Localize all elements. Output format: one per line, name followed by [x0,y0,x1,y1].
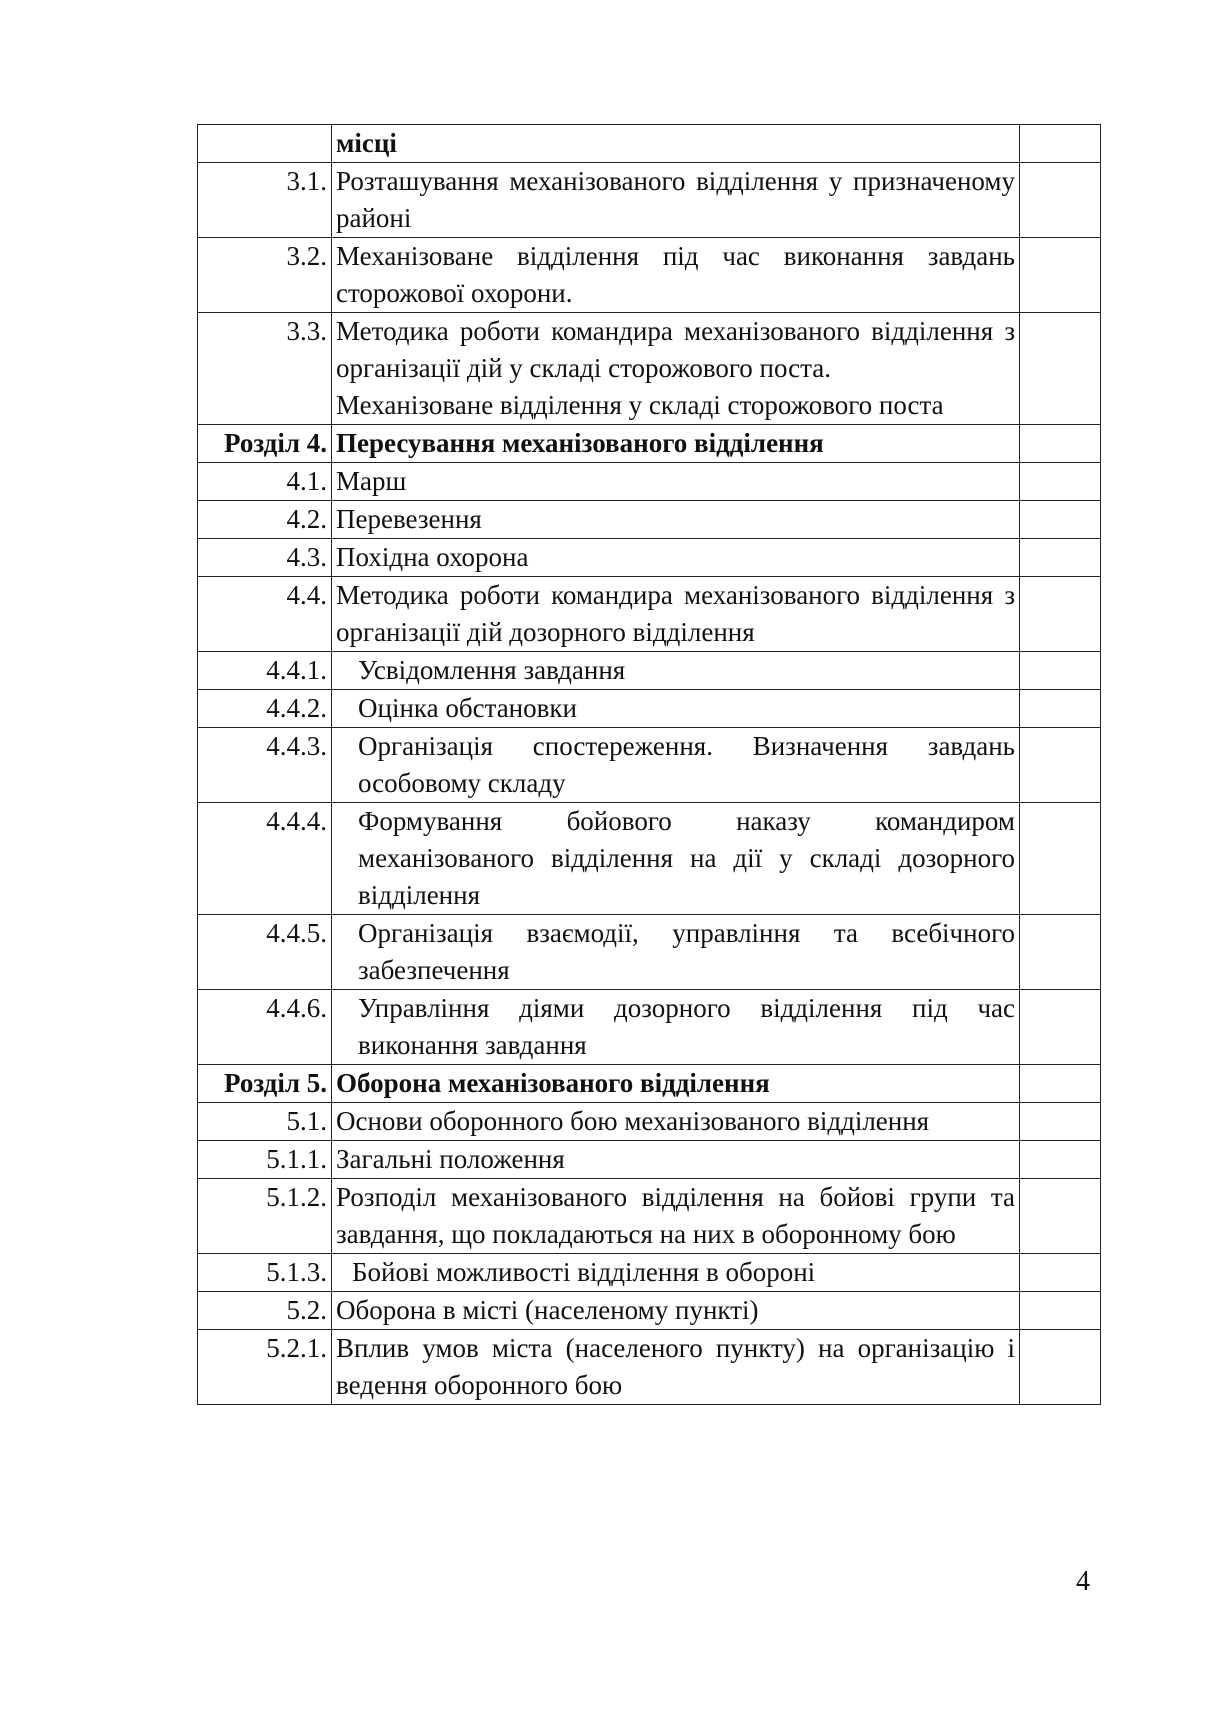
toc-title-paragraph: Усвідомлення завдання [358,655,626,685]
toc-page-cell [1020,125,1101,163]
toc-page-cell [1020,1141,1101,1179]
toc-section-title [332,1254,1020,1292]
toc-row [198,990,1101,1065]
toc-page-cell [1020,425,1101,463]
toc-page-cell [1020,577,1101,652]
toc-page-cell [1020,463,1101,501]
toc-row [198,1292,1101,1330]
toc-section-title [332,1103,1020,1141]
toc-section-title [332,1330,1020,1405]
toc-title-paragraph: Методика роботи командира механізованого відділення з організації дій у складі сторожового поста. [336,316,1015,383]
toc-section-title [332,1179,1020,1254]
toc-title-paragraph: Формування бойового наказу командиром механізованого відділення на дії у складі дозорного відділення [358,806,1015,910]
toc-section-title [332,1141,1020,1179]
toc-row [198,803,1101,915]
toc-row [198,313,1101,425]
toc-section-number: 5.2.1. [198,1330,332,1405]
toc-section-number: 4.4.2. [198,690,332,728]
toc-page-cell [1020,163,1101,238]
toc-section-title [332,125,1020,163]
toc-section-number: 5.1.3. [198,1254,332,1292]
toc-title-paragraph: Механізоване відділення під час виконання завдань сторожової охорони. [336,241,1015,308]
toc-title-paragraph: Оцінка обстановки [358,693,577,723]
toc-page-cell [1020,690,1101,728]
toc-section-number: 3.2. [198,238,332,313]
toc-section-number: 4.1. [198,463,332,501]
toc-title-paragraph: Механізоване відділення у складі сторожового поста [336,390,944,420]
toc-section-number: 5.1. [198,1103,332,1141]
toc-section-title [332,990,1020,1065]
toc-section-title [332,539,1020,577]
toc-row [198,1254,1101,1292]
toc-section-number: 4.3. [198,539,332,577]
toc-page-cell [1020,1330,1101,1405]
toc-title-paragraph: Марш [336,466,407,496]
page-number: 4 [1076,1566,1090,1597]
toc-section-title [332,803,1020,915]
toc-section-number: Розділ 4. [198,425,332,463]
toc-section-number: 5.1.1. [198,1141,332,1179]
toc-row [198,463,1101,501]
toc-title-paragraph: Бойові можливості відділення в обороні [352,1257,816,1287]
toc-title-paragraph: Методика роботи командира механізованого відділення з організації дій дозорного відділення [336,580,1015,647]
toc-title-paragraph: Загальні положення [336,1144,565,1174]
toc-row [198,1141,1101,1179]
toc-section-title [332,728,1020,803]
toc-page-cell [1020,313,1101,425]
toc-title-paragraph: Пересування механізованого відділення [336,428,824,458]
toc-title-paragraph: Організація взаємодії, управління та всебічного забезпечення [358,918,1015,985]
toc-row [198,1330,1101,1405]
toc-section-title [332,1065,1020,1103]
toc-body [198,125,1101,1405]
toc-row [198,501,1101,539]
toc-page-cell [1020,1254,1101,1292]
toc-page-cell [1020,990,1101,1065]
toc-section-number: 4.4.4. [198,803,332,915]
toc-title-paragraph: Управління діями дозорного відділення під час виконання завдання [358,993,1015,1060]
toc-row [198,915,1101,990]
toc-row [198,1179,1101,1254]
toc-title-paragraph: місці [336,128,397,158]
toc-page-cell [1020,915,1101,990]
toc-section-title [332,313,1020,425]
toc-page-cell [1020,501,1101,539]
toc-section-number: Розділ 5. [198,1065,332,1103]
toc-section-number: 5.2. [198,1292,332,1330]
toc-section-number: 5.1.2. [198,1179,332,1254]
toc-page-cell [1020,238,1101,313]
toc-section-number [198,125,332,163]
toc-row [198,690,1101,728]
toc-row [198,652,1101,690]
toc-row [198,728,1101,803]
toc-title-paragraph: Розташування механізованого відділення у призначеному районі [336,166,1015,233]
toc-section-number: 4.4.1. [198,652,332,690]
toc-section-number: 4.4. [198,577,332,652]
toc-section-number: 3.3. [198,313,332,425]
toc-section-number: 4.4.5. [198,915,332,990]
toc-title-paragraph: Розподіл механізованого відділення на бойові групи та завдання, що покладаються на них в оборонному бою [336,1182,1015,1249]
toc-page-cell [1020,728,1101,803]
toc-section-number: 4.4.3. [198,728,332,803]
toc-row [198,238,1101,313]
toc-row [198,163,1101,238]
toc-section-title [332,425,1020,463]
toc-page-cell [1020,803,1101,915]
toc-row [198,539,1101,577]
toc-row [198,577,1101,652]
toc-row [198,1065,1101,1103]
toc-row [198,1103,1101,1141]
toc-title-paragraph: Основи оборонного бою механізованого відділення [336,1106,930,1136]
toc-section-title [332,577,1020,652]
toc-page-cell [1020,1065,1101,1103]
toc-section-title [332,163,1020,238]
toc-section-title [332,1292,1020,1330]
toc-section-number: 4.2. [198,501,332,539]
toc-section-title [332,238,1020,313]
toc-title-paragraph: Організація спостереження. Визначення завдань особовому складу [358,731,1015,798]
toc-page-cell [1020,652,1101,690]
toc-title-paragraph: Похідна охорона [336,542,529,572]
toc-page-cell [1020,1103,1101,1141]
toc-section-number: 4.4.6. [198,990,332,1065]
toc-page-cell [1020,539,1101,577]
toc-row [198,125,1101,163]
toc-section-number: 3.1. [198,163,332,238]
table-of-contents [197,124,1101,1405]
toc-title-paragraph: Оборона в місті (населеному пункті) [336,1295,759,1325]
toc-title-paragraph: Оборона механізованого відділення [336,1068,770,1098]
toc-title-paragraph: Вплив умов міста (населеного пункту) на організацію і ведення оборонного бою [336,1333,1015,1400]
toc-page-cell [1020,1292,1101,1330]
toc-row [198,425,1101,463]
toc-title-paragraph: Перевезення [336,504,482,534]
toc-section-title [332,915,1020,990]
toc-section-title [332,690,1020,728]
toc-page-cell [1020,1179,1101,1254]
toc-section-title [332,652,1020,690]
toc-section-title [332,501,1020,539]
toc-section-title [332,463,1020,501]
